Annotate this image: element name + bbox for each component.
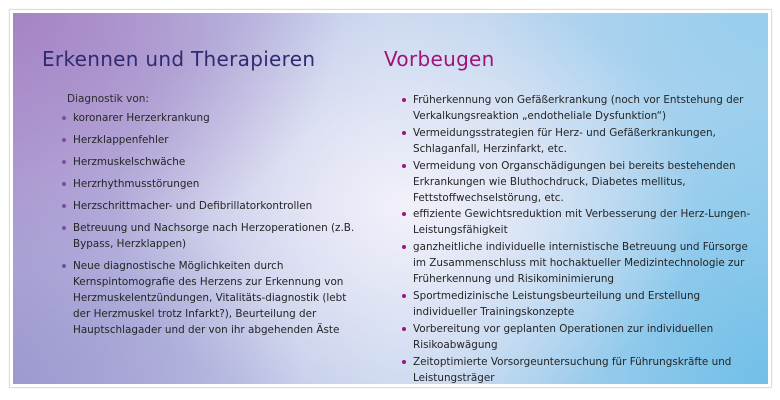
bullet-icon bbox=[62, 116, 66, 120]
list-item: Herzklappenfehler bbox=[61, 132, 361, 148]
list-item: Herzschrittmacher- und Defibrillatorkontrollen bbox=[61, 198, 361, 214]
bullet-icon bbox=[402, 360, 406, 364]
list-item: effiziente Gewichtsreduktion mit Verbesserung der Herz-Lungen-Leistungsfähigkeit bbox=[401, 206, 751, 238]
list-item: Herzrhythmusstörungen bbox=[61, 176, 361, 192]
list-item: Zeitoptimierte Vorsorgeuntersuchung für Führungskräfte und Leistungsträger bbox=[401, 354, 751, 386]
bullet-icon bbox=[62, 204, 66, 208]
bullet-icon bbox=[62, 160, 66, 164]
list-item: Herzmuskelschwäche bbox=[61, 154, 361, 170]
list-item: Vermeidungsstrategien für Herz- und Gefäßerkrankungen, Schlaganfall, Herzinfarkt, etc. bbox=[401, 125, 751, 157]
bullet-icon bbox=[402, 327, 406, 331]
list-item: Vermeidung von Organschädigungen bei bereits bestehenden Erkrankungen wie Bluthochdruck, Diabetes mellitus, Fettstoffwechselstörung, etc. bbox=[401, 158, 751, 206]
bullet-icon bbox=[402, 245, 406, 249]
diagnostics-subheading: Diagnostik von: bbox=[67, 93, 149, 105]
bullet-icon bbox=[62, 226, 66, 230]
list-item: koronarer Herzerkrankung bbox=[61, 110, 361, 126]
list-item: Sportmedizinische Leistungsbeurteilung und Erstellung individueller Trainingskonzepte bbox=[401, 288, 751, 320]
left-column-title: Erkennen und Therapieren bbox=[42, 47, 316, 71]
right-bullet-list bbox=[401, 92, 751, 386]
list-item: ganzheitliche individuelle internistische Betreuung und Fürsorge im Zusammenschluss mit hochaktueller Medizintechnologie zur Früherkennung und Risikominimierung bbox=[401, 239, 751, 287]
bullet-icon bbox=[402, 294, 406, 298]
left-bullet-list bbox=[61, 110, 361, 344]
list-item: Betreuung und Nachsorge nach Herzoperationen (z.B. Bypass, Herzklappen) bbox=[61, 220, 361, 252]
bullet-icon bbox=[62, 138, 66, 142]
bullet-icon bbox=[402, 164, 406, 168]
bullet-icon bbox=[402, 131, 406, 135]
gradient-panel bbox=[13, 13, 768, 384]
list-item: Früherkennung von Gefäßerkrankung (noch vor Entstehung der Verkalkungsreaktion „endotheliale Dysfunktion“) bbox=[401, 92, 751, 124]
info-box bbox=[9, 9, 772, 388]
right-column-title: Vorbeugen bbox=[384, 47, 495, 71]
list-item: Vorbereitung vor geplanten Operationen zur individuellen Risikoabwägung bbox=[401, 321, 751, 353]
bullet-icon bbox=[62, 264, 66, 268]
list-item: Neue diagnostische Möglichkeiten durch Kernspintomografie des Herzens zur Erkennung von Herzmuskelentzündungen, Vitalitäts-diagnostik (lebt der Herzmuskel trotz Infarkt?), Beurteilung der Hauptschlagader und der von ihr abgehenden Äste bbox=[61, 258, 361, 338]
bullet-icon bbox=[402, 212, 406, 216]
bullet-icon bbox=[62, 182, 66, 186]
bullet-icon bbox=[402, 98, 406, 102]
